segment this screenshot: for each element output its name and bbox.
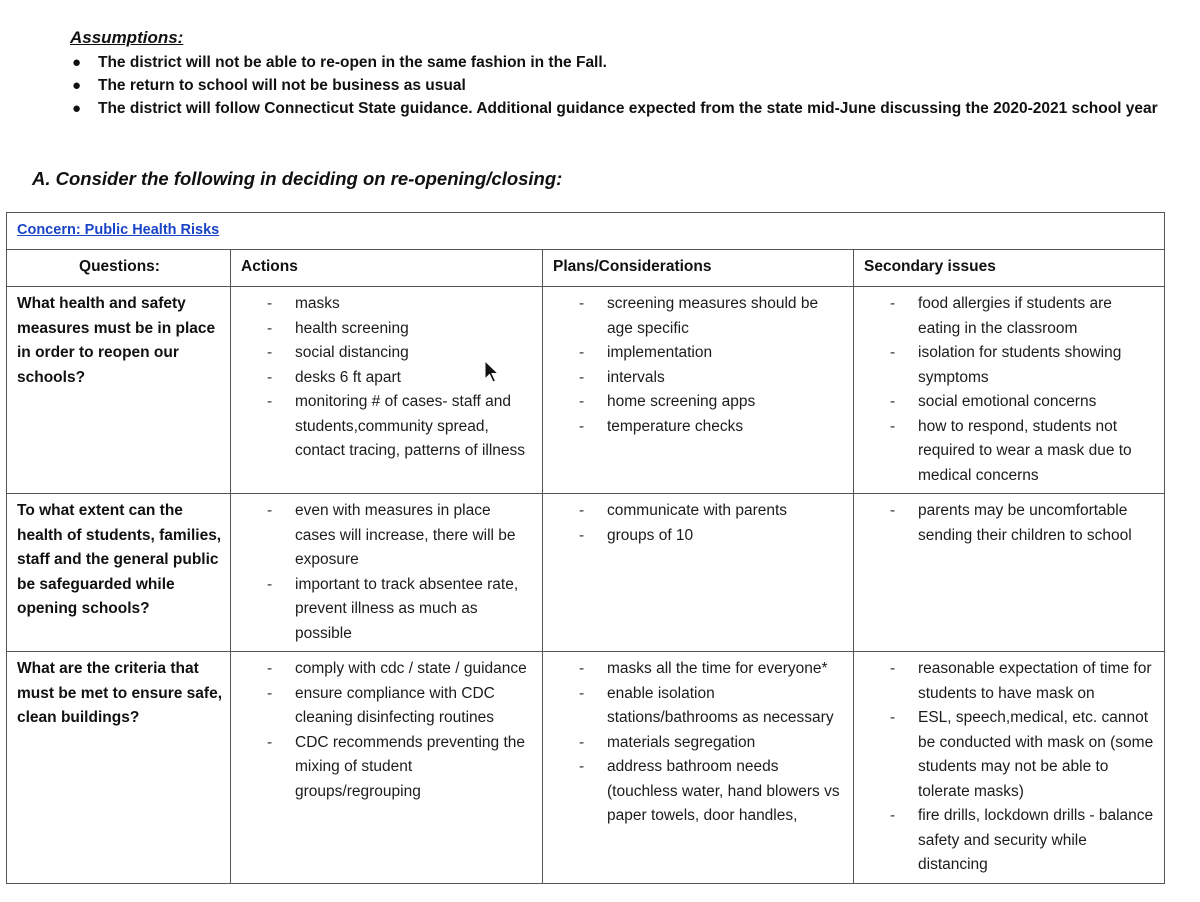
assumptions-list — [70, 51, 1180, 120]
dash-icon: - — [890, 417, 896, 435]
list-item-text: home screening apps — [607, 393, 756, 410]
dash-icon: - — [579, 368, 585, 386]
list-item-text: ensure compliance with CDC cleaning disinfecting routines — [295, 684, 495, 726]
dash-icon: - — [267, 368, 273, 386]
dash-icon: - — [579, 684, 585, 702]
actions-list — [241, 499, 534, 646]
plans-cell — [543, 652, 854, 884]
list-item — [553, 524, 845, 549]
dash-icon: - — [579, 758, 585, 775]
list-item — [864, 706, 1156, 804]
list-item — [864, 341, 1156, 390]
assumption-text: The district will not be able to re-open in the same fashion in the Fall. — [98, 54, 607, 71]
dash-icon: - — [267, 344, 273, 361]
actions-list — [241, 657, 534, 804]
list-item — [553, 292, 845, 341]
list-item-text: implementation — [607, 344, 713, 361]
dash-icon: - — [890, 393, 896, 410]
assumption-item — [70, 51, 1180, 74]
assumption-item — [70, 74, 1180, 97]
list-item-text: masks all the time for everyone* — [607, 660, 828, 677]
question-cell: What health and safety measures must be in place in order to reopen our schools? — [7, 287, 231, 494]
list-item — [553, 731, 845, 756]
list-item-text: intervals — [607, 368, 665, 386]
dash-icon: - — [267, 319, 273, 337]
list-item-text: even with measures in place cases will increase, there will be exposure — [295, 502, 516, 568]
list-item — [553, 390, 845, 415]
header-secondary: Secondary issues — [854, 250, 1165, 287]
secondary-list — [864, 657, 1156, 878]
dash-icon: - — [579, 393, 585, 410]
dash-icon: - — [267, 684, 273, 702]
question-cell: To what extent can the health of students, families, staff and the general public be safeguarded while opening schools? — [7, 494, 231, 652]
assumptions-title: Assumptions: — [70, 28, 184, 47]
dash-icon: - — [890, 502, 896, 519]
list-item — [241, 657, 534, 682]
dash-icon: - — [267, 502, 273, 519]
dash-icon: - — [267, 393, 273, 410]
secondary-list — [864, 292, 1156, 488]
dash-icon: - — [890, 295, 896, 312]
plans-list — [553, 657, 845, 829]
list-item — [553, 499, 845, 524]
list-item-text: health screening — [295, 319, 409, 337]
concern-table — [6, 212, 1165, 884]
secondary-list — [864, 499, 1156, 548]
list-item — [553, 366, 845, 391]
list-item-text: masks — [295, 295, 340, 312]
dash-icon: - — [579, 733, 585, 751]
assumption-text: The district will follow Connecticut State guidance. Additional guidance expected from the state mid-June discussing the 2020-2021 school year — [98, 100, 1158, 117]
dash-icon: - — [267, 295, 273, 312]
header-actions: Actions — [231, 250, 543, 287]
list-item-text: social distancing — [295, 344, 409, 361]
list-item-text: materials segregation — [607, 733, 756, 751]
secondary-cell — [854, 494, 1165, 652]
list-item-text: screening measures should be age specific — [607, 295, 819, 337]
assumptions-section — [70, 28, 1180, 120]
assumption-text: The return to school will not be business as usual — [98, 77, 466, 94]
list-item — [864, 292, 1156, 341]
assumption-item — [70, 97, 1180, 120]
concern-row — [7, 213, 1165, 250]
header-row — [7, 250, 1165, 287]
list-item-text: parents may be uncomfortable sending their children to school — [918, 502, 1132, 544]
dash-icon: - — [890, 344, 896, 361]
dash-icon: - — [267, 575, 273, 593]
list-item-text: isolation for students showing symptoms — [918, 344, 1122, 386]
concern-link[interactable]: Concern: Public Health Risks — [17, 222, 220, 238]
header-plans: Plans/Considerations — [543, 250, 854, 287]
list-item — [241, 390, 534, 464]
plans-cell — [543, 287, 854, 494]
plans-cell — [543, 494, 854, 652]
concern-cell — [7, 213, 1165, 250]
list-item — [553, 341, 845, 366]
list-item — [864, 415, 1156, 489]
list-item-text: desks 6 ft apart — [295, 368, 401, 386]
list-item — [241, 573, 534, 647]
list-item-text: monitoring # of cases- staff and students,community spread, contact tracing, patterns of illness — [295, 393, 526, 459]
list-item — [241, 499, 534, 573]
list-item-text: groups of 10 — [607, 526, 694, 544]
table-row — [7, 287, 1165, 494]
list-item — [864, 390, 1156, 415]
plans-list — [553, 499, 845, 548]
bullet-icon: ● — [72, 100, 82, 117]
list-item-text: social emotional concerns — [918, 393, 1097, 410]
list-item — [553, 682, 845, 731]
secondary-cell — [854, 652, 1165, 884]
list-item-text: CDC recommends preventing the mixing of student groups/regrouping — [295, 733, 526, 800]
list-item — [864, 804, 1156, 878]
actions-cell — [231, 494, 543, 652]
plans-list — [553, 292, 845, 439]
dash-icon: - — [579, 660, 585, 677]
list-item-text: enable isolation stations/bathrooms as necessary — [607, 684, 834, 726]
list-item-text: food allergies if students are eating in the classroom — [918, 295, 1112, 337]
dash-icon: - — [267, 733, 273, 751]
dash-icon: - — [579, 417, 585, 435]
table-row — [7, 652, 1165, 884]
bullet-icon: ● — [72, 77, 82, 94]
dash-icon: - — [890, 709, 896, 726]
bullet-icon: ● — [72, 54, 82, 71]
list-item — [553, 415, 845, 440]
list-item-text: how to respond, students not required to wear a mask due to medical concerns — [918, 417, 1132, 484]
list-item — [864, 499, 1156, 548]
list-item — [241, 682, 534, 731]
list-item-text: reasonable expectation of time for students to have mask on — [918, 660, 1152, 702]
dash-icon: - — [267, 660, 273, 677]
dash-icon: - — [890, 660, 896, 677]
actions-cell — [231, 287, 543, 494]
dash-icon: - — [579, 344, 585, 361]
question-cell: What are the criteria that must be met to ensure safe, clean buildings? — [7, 652, 231, 884]
actions-cell — [231, 652, 543, 884]
list-item-text: fire drills, lockdown drills - balance safety and security while distancing — [918, 807, 1154, 873]
dash-icon: - — [579, 526, 585, 544]
list-item-text: important to track absentee rate, prevent illness as much as possible — [295, 575, 519, 642]
mouse-cursor-icon — [484, 360, 500, 384]
list-item-text: comply with cdc / state / guidance — [295, 660, 527, 677]
list-item — [553, 657, 845, 682]
list-item — [241, 317, 534, 342]
list-item — [553, 755, 845, 829]
list-item-text: ESL, speech,medical, etc. cannot be conducted with mask on (some students may not be able to tolerate masks) — [918, 709, 1154, 800]
list-item — [241, 292, 534, 317]
list-item-text: address bathroom needs (touchless water, hand blowers vs paper towels, door handles, — [607, 758, 840, 824]
dash-icon: - — [579, 295, 585, 312]
header-questions: Questions: — [7, 250, 231, 287]
dash-icon: - — [890, 807, 896, 824]
section-a-heading: A. Consider the following in deciding on re-opening/closing: — [32, 168, 563, 189]
secondary-cell — [854, 287, 1165, 494]
list-item — [241, 731, 534, 805]
list-item — [864, 657, 1156, 706]
dash-icon: - — [579, 502, 585, 519]
list-item-text: temperature checks — [607, 417, 744, 435]
list-item-text: communicate with parents — [607, 502, 788, 519]
table-row — [7, 494, 1165, 652]
